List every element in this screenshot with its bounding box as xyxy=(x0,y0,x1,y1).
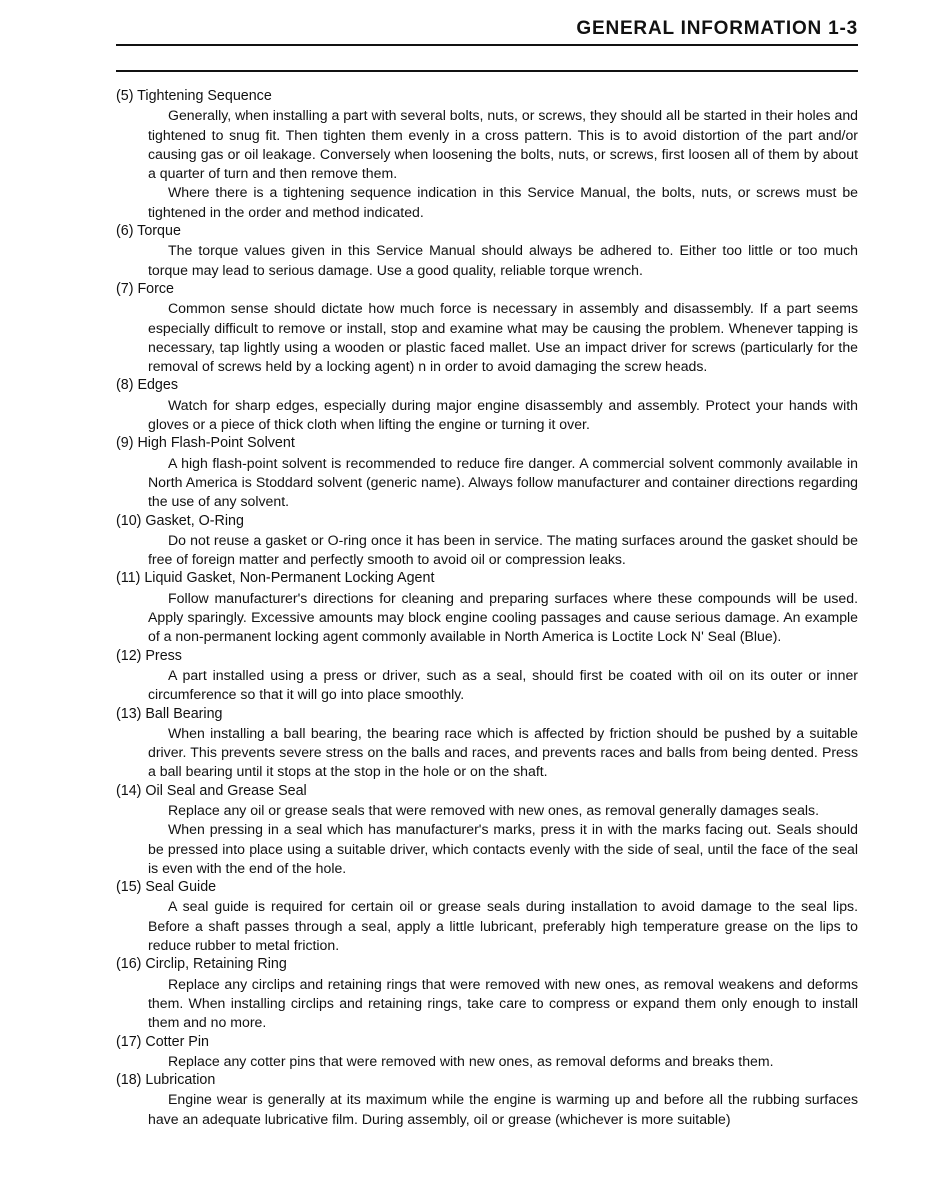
section-heading: (9) High Flash-Point Solvent xyxy=(116,435,295,452)
section-paragraph: Engine wear is generally at its maximum while the engine is warming up and before all the rubbing surfaces have an adequate lubricative film. During assembly, oil or grease (whichever is more suitable) xyxy=(148,1091,858,1127)
section-high-flash-point-solvent xyxy=(116,434,858,511)
section-heading: (14) Oil Seal and Grease Seal xyxy=(116,782,307,799)
section-heading: (12) Press xyxy=(116,647,182,664)
section-press xyxy=(116,647,858,705)
section-paragraph: When installing a ball bearing, the bearing race which is affected by friction should be pushed by a suitable driver. This prevents severe stress on the balls and races, and prevents races and balls from being dented. Press a ball bearing until it stops at the stop in the hole or on the shaft. xyxy=(148,724,858,780)
section-circlip xyxy=(116,955,858,1032)
section-heading: (5) Tightening Sequence xyxy=(116,88,272,104)
section-paragraph: Replace any oil or grease seals that were removed with new ones, as removal generally damages seals. xyxy=(168,801,819,818)
section-paragraph: Generally, when installing a part with several bolts, nuts, or screws, they should all be started in their holes and tightened to snug fit. Then tighten them evenly in a cross pattern. This is to avoid distortion of the part and/or causing gas or oil leakage. Conversely when loosening the bolts, nuts, or screws, first loosen all of them by about a quarter of turn and then remove them. xyxy=(148,107,858,182)
section-paragraph: Watch for sharp edges, especially during major engine disassembly and assembly. Protect your hands with gloves or a piece of thick cloth when lifting the engine or turning it over. xyxy=(148,396,858,433)
section-paragraph: A seal guide is required for certain oil or grease seals during installation to avoid damage to the seal lips. Before a shaft passes through a seal, apply a little lubricant, preferably high temperature grease on the lips to reduce rubber to metal friction. xyxy=(148,898,858,954)
section-paragraph: The torque values given in this Service Manual should always be adhered to. Either too little or too much torque may lead to serious damage. Use a good quality, reliable torque wrench. xyxy=(148,242,858,278)
section-liquid-gasket xyxy=(116,569,858,646)
section-paragraph: Where there is a tightening sequence indication in this Service Manual, the bolts, nuts, or screws must be tightened in the order and method indicated. xyxy=(148,184,858,220)
section-paragraph: Do not reuse a gasket or O-ring once it has been in service. The mating surfaces around the gasket should be free of foreign matter and perfectly smooth to avoid oil or compression leaks. xyxy=(148,531,858,568)
section-heading: (17) Cotter Pin xyxy=(116,1033,209,1050)
page-content xyxy=(116,87,858,1129)
section-paragraph: Common sense should dictate how much force is necessary in assembly and disassembly. If a part seems especially difficult to remove or install, stop and examine what may be causing the problem. Whenever tapping is necessary, tap lightly using a wooden or plastic faced mallet. Use an impact driver for screws (particularly for the removal of screws held by a locking agent) n in order to avoid damaging the screw heads. xyxy=(148,300,858,375)
page-header-title: GENERAL INFORMATION 1-3 xyxy=(576,18,858,39)
section-paragraph: Replace any circlips and retaining rings that were removed with new ones, as removal weakens and deforms them. When installing circlips and retaining rings, take care to compress or expand them only enough to install them and no more. xyxy=(148,975,858,1031)
section-paragraph: A high flash-point solvent is recommended to reduce fire danger. A commercial solvent commonly available in North America is Stoddard solvent (generic name). Always follow manufacturer and container directions regarding the use of any solvent. xyxy=(148,454,858,510)
header-rule xyxy=(116,44,858,46)
section-heading: (10) Gasket, O-Ring xyxy=(116,512,244,529)
section-heading: (13) Ball Bearing xyxy=(116,705,223,722)
section-rule xyxy=(116,70,858,72)
section-ball-bearing xyxy=(116,705,858,782)
section-gasket-o-ring xyxy=(116,512,858,570)
section-tightening-sequence xyxy=(116,87,858,222)
section-paragraph: Follow manufacturer's directions for cleaning and preparing surfaces where these compounds will be used. Apply sparingly. Excessive amounts may block engine cooling passages and cause serious damage. An example of a non-permanent locking agent commonly available in North America is Loctite Lock N' Seal (Blue). xyxy=(148,589,858,645)
section-paragraph: When pressing in a seal which has manufacturer's marks, press it in with the marks facing out. Seals should be pressed into place using a suitable driver, which contacts evenly with the side of seal, until the face of the seal is even with the end of the hole. xyxy=(148,821,858,876)
section-heading: (8) Edges xyxy=(116,377,178,394)
section-heading: (11) Liquid Gasket, Non-Permanent Locking Agent xyxy=(116,570,435,587)
section-paragraph: Replace any cotter pins that were removed with new ones, as removal deforms and breaks them. xyxy=(168,1052,774,1069)
section-heading: (16) Circlip, Retaining Ring xyxy=(116,956,287,973)
section-oil-seal xyxy=(116,782,858,878)
section-heading: (6) Torque xyxy=(116,223,181,240)
section-seal-guide xyxy=(116,878,858,955)
section-heading: (7) Force xyxy=(116,280,174,297)
section-heading: (15) Seal Guide xyxy=(116,879,217,896)
section-lubrication xyxy=(116,1071,858,1129)
section-edges xyxy=(116,376,858,434)
section-force xyxy=(116,280,858,376)
section-cotter-pin xyxy=(116,1033,858,1072)
section-paragraph: A part installed using a press or driver, such as a seal, should first be coated with oil on its outer or inner circumference so that it will go into place smoothly. xyxy=(148,666,858,703)
section-heading: (18) Lubrication xyxy=(116,1072,216,1089)
section-torque xyxy=(116,222,858,280)
